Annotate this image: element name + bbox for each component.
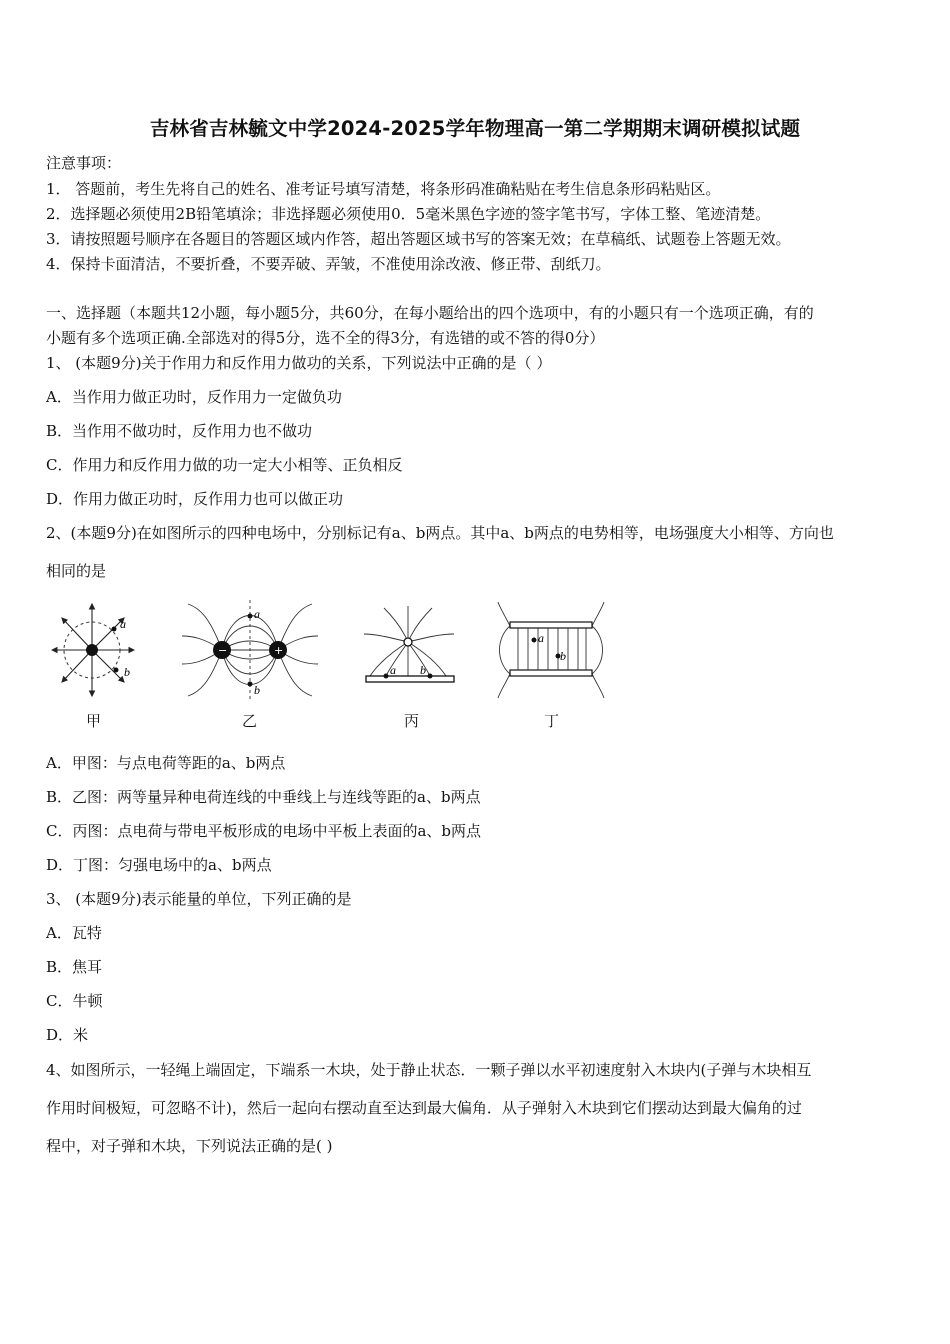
section-intro: 一、选择题（本题共12小题，每小题5分，共60分，在每小题给出的四个选项中，有的小题只有一个选项正确，有的 <box>46 304 814 322</box>
q3-option-a[interactable]: A．瓦特 <box>46 924 102 942</box>
figure-caption-yi: 乙 <box>242 712 258 730</box>
q2-option-b[interactable]: B．乙图：两等量异种电荷连线的中垂线上与连线等距的a、b两点 <box>46 788 481 806</box>
fig-label-b: b <box>254 683 260 697</box>
question-4-stem: 4、如图所示，一轻绳上端固定，下端系一木块，处于静止状态．一颗子弹以水平初速度射入木块内(子弹与木块相互 <box>46 1061 812 1079</box>
exam-title: 吉林省吉林毓文中学2024-2025学年物理高一第二学期期末调研模拟试题 <box>149 117 801 140</box>
q3-option-b[interactable]: B．焦耳 <box>46 958 103 976</box>
notice-heading: 注意事项： <box>46 154 122 172</box>
fig-label-b: b <box>420 663 426 677</box>
question-2-stem: 2、(本题9分)在如图所示的四种电场中，分别标记有a、b两点。其中a、b两点的电势相等，电场强度大小相等、方向也 <box>46 524 834 542</box>
fig-label-b: b <box>124 665 130 679</box>
figure-parallel-plates <box>494 598 609 703</box>
q1-option-d[interactable]: D．作用力做正功时，反作用力也可以做正功 <box>46 490 344 508</box>
fig-label-a: a <box>120 617 126 631</box>
question-2-stem: 相同的是 <box>46 562 107 580</box>
q2-option-d[interactable]: D．丁图：匀强电场中的a、b两点 <box>46 856 272 874</box>
q2-option-a[interactable]: A．甲图：与点电荷等距的a、b两点 <box>46 754 286 772</box>
fig-label-a: a <box>390 663 396 677</box>
q1-option-b[interactable]: B．当作用不做功时，反作用力也不做功 <box>46 422 313 440</box>
notice-item: 3．请按照题号顺序在各题目的答题区域内作答，超出答题区域书写的答案无效；在草稿纸、试题卷上答题无效。 <box>46 230 791 248</box>
question-1-stem: 1、 (本题9分)关于作用力和反作用力做功的关系，下列说法中正确的是（ ） <box>46 354 552 372</box>
q3-option-c[interactable]: C．牛顿 <box>46 992 103 1010</box>
notice-item: 4．保持卡面清洁，不要折叠，不要弄破、弄皱，不准使用涂改液、修正带、刮纸刀。 <box>46 255 611 273</box>
figure-charge-and-plate <box>362 598 462 703</box>
question-4-stem: 程中，对子弹和木块，下列说法正确的是( ) <box>46 1137 333 1155</box>
fig-label-a: a <box>254 607 260 621</box>
figure-caption-jia: 甲 <box>86 712 102 730</box>
fig-label-a: a <box>538 631 544 645</box>
question-4-stem: 作用时间极短，可忽略不计)，然后一起向右摆动直至达到最大偏角．从子弹射入木块到它们摆动达到最大偏角的过 <box>46 1099 802 1117</box>
figure-point-charge <box>50 598 140 703</box>
notice-item: 1． 答题前，考生先将自己的姓名、准考证号填写清楚，将条形码准确粘贴在考生信息条形码粘贴区。 <box>46 180 721 198</box>
svg-text:−: − <box>218 644 228 657</box>
svg-text:+: + <box>274 644 284 657</box>
figure-caption-bing: 丙 <box>404 712 420 730</box>
section-intro: 小题有多个选项正确.全部选对的得5分，选不全的得3分，有选错的或不答的得0分） <box>46 329 605 347</box>
q1-option-c[interactable]: C．作用力和反作用力做的功一定大小相等、正负相反 <box>46 456 403 474</box>
electric-field-figures <box>46 598 646 738</box>
question-3-stem: 3、 (本题9分)表示能量的单位，下列正确的是 <box>46 890 352 908</box>
q3-option-d[interactable]: D．米 <box>46 1026 89 1044</box>
notice-item: 2．选择题必须使用2B铅笔填涂；非选择题必须使用0．5毫米黑色字迹的签字笔书写，字体工整、笔迹清楚。 <box>46 205 771 223</box>
fig-label-b: b <box>560 649 566 663</box>
figure-dipole <box>180 598 320 703</box>
q1-option-a[interactable]: A．当作用力做正功时，反作用力一定做负功 <box>46 388 342 406</box>
q2-option-c[interactable]: C．丙图：点电荷与带电平板形成的电场中平板上表面的a、b两点 <box>46 822 482 840</box>
figure-caption-ding: 丁 <box>544 712 560 730</box>
